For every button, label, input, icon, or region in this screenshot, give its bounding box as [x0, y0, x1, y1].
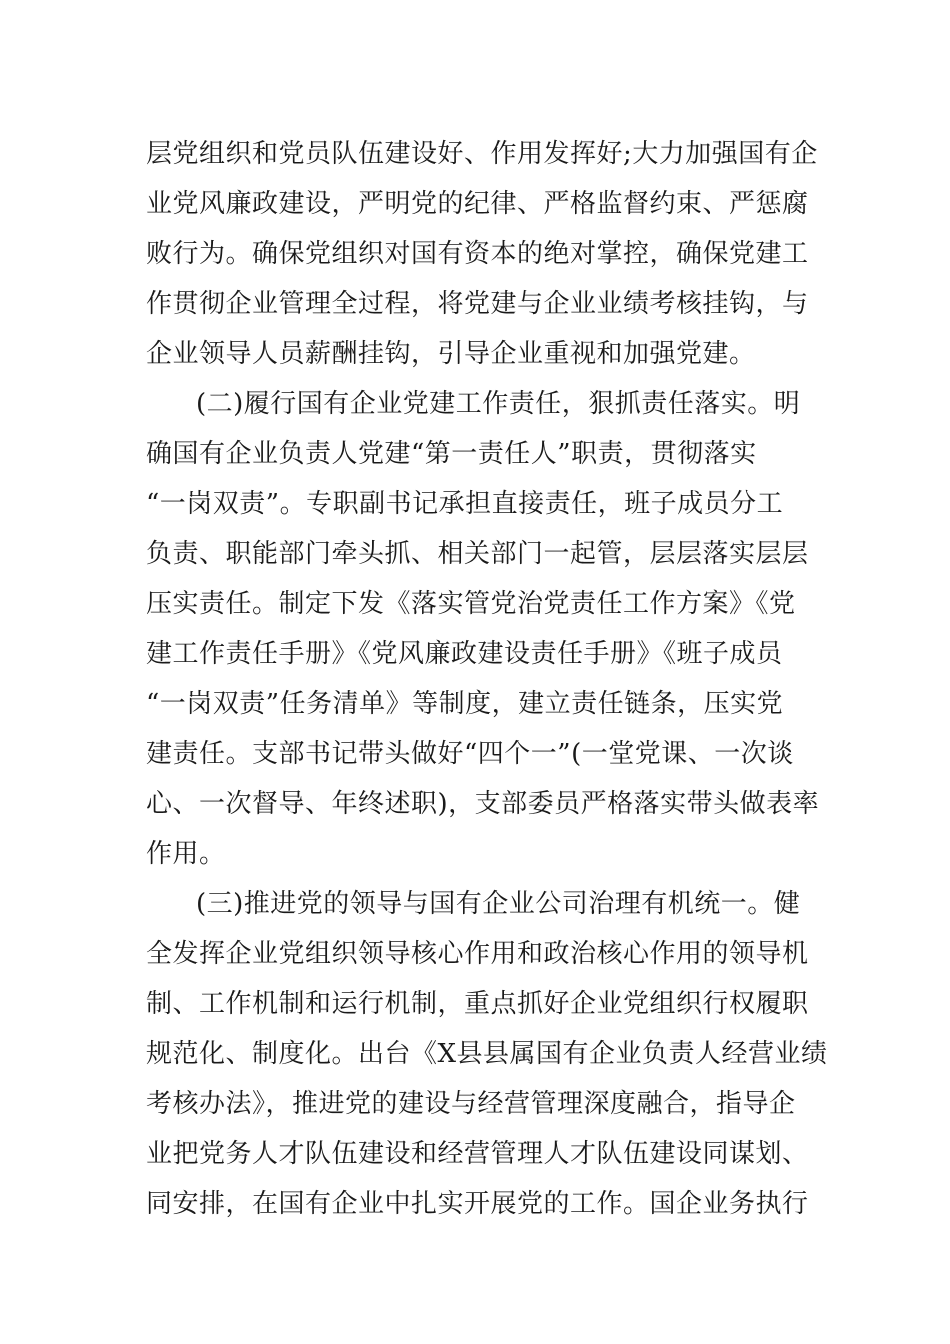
text-line: 同安排，在国有企业中扎实开展党的工作。国企业务执行: [146, 1189, 809, 1219]
text-line: 作贯彻企业管理全过程，将党建与企业业绩考核挂钩，与: [146, 289, 809, 319]
text-line: 考核办法》，推进党的建设与经营管理深度融合，指导企: [146, 1089, 796, 1119]
text-line: 层党组织和党员队伍建设好、作用发挥好;大力加强国有企: [146, 139, 818, 169]
text-line: 业把党务人才队伍建设和经营管理人才队伍建设同谋划、: [146, 1139, 809, 1169]
text-line: 业党风廉政建设，严明党的纪律、严格监督约束、严惩腐: [146, 189, 809, 219]
paragraph-start-line: (二)履行国有企业党建工作责任，狠抓责任落实。明: [196, 389, 801, 419]
text-line: 全发挥企业党组织领导核心作用和政治核心作用的领导机: [146, 939, 809, 969]
text-line: 建工作责任手册》《党风廉政建设责任手册》《班子成员: [146, 639, 783, 669]
text-line: 负责、职能部门牵头抓、相关部门一起管，层层落实层层: [146, 539, 809, 569]
text-line: “一岗双责”。专职副书记承担直接责任，班子成员分工: [146, 489, 784, 519]
text-line: 制、工作机制和运行机制，重点抓好企业党组织行权履职: [146, 989, 809, 1019]
text-line: 建责任。支部书记带头做好“四个一”(一堂党课、一次谈: [146, 739, 794, 769]
text-line: “一岗双责”任务清单》等制度，建立责任链条，压实党: [146, 689, 784, 719]
paragraph-start-line: (三)推进党的领导与国有企业公司治理有机统一。健: [196, 889, 801, 919]
text-line: 压实责任。制定下发《落实管党治党责任工作方案》《党: [146, 589, 796, 619]
text-line: 心、一次督导、年终述职)，支部委员严格落实带头做表率: [146, 789, 820, 819]
text-line: 败行为。确保党组织对国有资本的绝对掌控，确保党建工: [146, 239, 809, 269]
text-line: 作用。: [146, 839, 226, 869]
text-line: 企业领导人员薪酬挂钩，引导企业重视和加强党建。: [146, 339, 756, 369]
text-line: 规范化、制度化。出台《X县县属国有企业负责人经营业绩: [146, 1039, 828, 1069]
text-line: 确国有企业负责人党建“第一责任人”职责，贯彻落实: [146, 439, 757, 469]
